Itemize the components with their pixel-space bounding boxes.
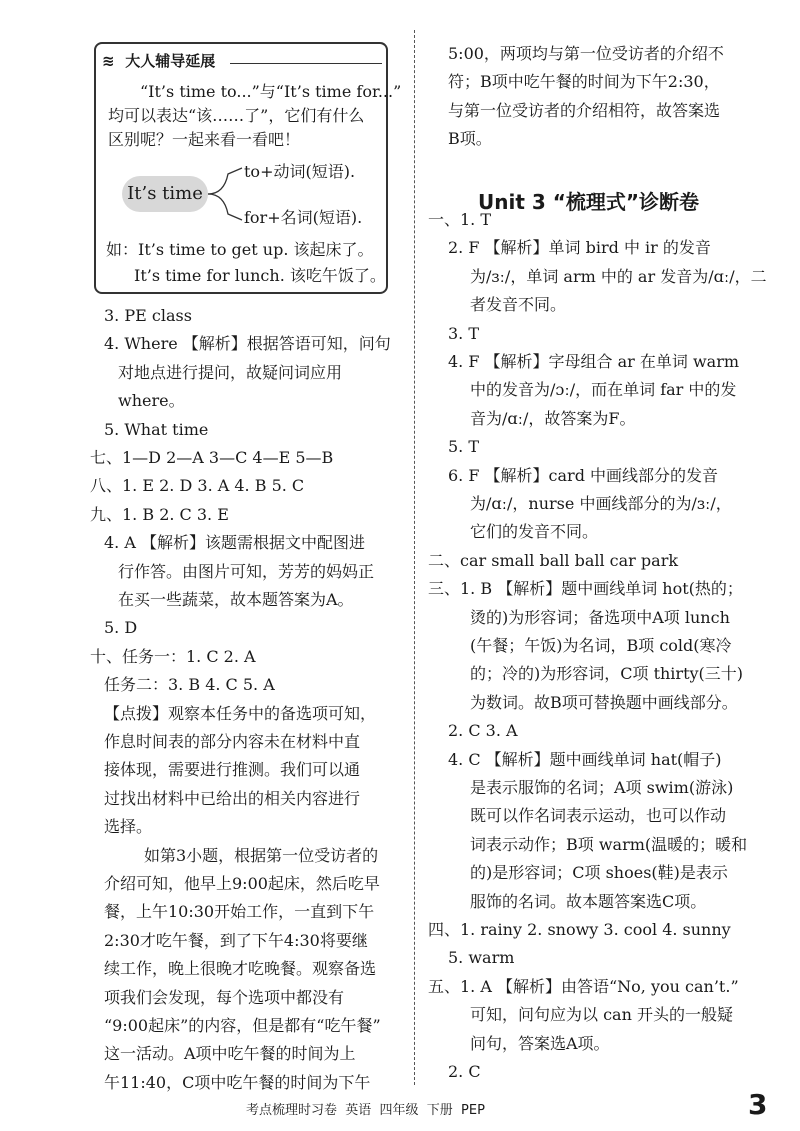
left-lines-line: 在买一些蔬菜，故本题答案为A。 [118, 590, 354, 609]
tutor-intro-2: 均可以表达“该……了”，它们有什么 [108, 106, 365, 125]
right-lines-line: 6. F 【解析】card 中画线部分的发音 [448, 465, 719, 485]
left-lines-line: 八、1. E 2. D 3. A 4. B 5. C [90, 476, 305, 496]
left-lines-line: 3. PE class [104, 306, 192, 325]
right-lines-line: 的)是形容词；C项 shoes(鞋)是表示 [470, 863, 728, 883]
right-lines-line: 的；冷的)为形容词，C项 thirty(三十) [470, 664, 744, 684]
right-lines-line: 2. F 【解析】单词 bird 中 ir 的发音 [448, 238, 711, 258]
right-lines-line: 2. C [448, 1062, 481, 1081]
right-lines-line: 四、1. rainy 2. snowy 3. cool 4. sunny [428, 920, 731, 939]
right-top-line: B项。 [448, 129, 492, 149]
left-lines-line: 餐，上午10:30开始工作，一直到下午 [104, 902, 375, 922]
example-2: It’s time for lunch. 该吃午饭了。 [134, 266, 386, 285]
left-lines-line: 如第3小题，根据第一位受访者的 [144, 845, 379, 865]
left-lines-line: 续工作，晚上很晚才吃晚餐。观察备选 [104, 959, 377, 979]
right-lines-line: 二、car small ball ball car park [428, 550, 679, 570]
tutor-intro-1: “It’s time to...”与“It’s time for...” [140, 82, 402, 101]
right-lines-line: 2. C 3. A [448, 721, 518, 741]
left-lines-line: 项我们会发现，每个选项中都没有 [104, 987, 345, 1007]
right-lines-line: 词表示动作；B项 warm(温暖的；暖和 [470, 834, 748, 854]
right-lines-line: 问句，答案选A项。 [470, 1033, 610, 1053]
left-lines-line: 5. What time [104, 419, 209, 439]
left-lines-line: 九、1. B 2. C 3. E [90, 504, 229, 524]
left-lines-line: 【点拨】观察本任务中的备选项可知， [104, 703, 377, 723]
menu-lines-icon: ≋ [102, 52, 115, 70]
branch-to: to+动词(短语). [244, 162, 356, 181]
right-top-line: 与第一位受访者的介绍相符，故答案选 [448, 100, 721, 120]
page-number: 3 [748, 1088, 768, 1121]
tutor-intro-3: 区别呢？一起来看一看吧！ [108, 130, 301, 149]
right-lines-line: 五、1. A 【解析】由答语“No, you can’t.” [428, 976, 739, 996]
branch-brace [206, 166, 246, 222]
right-lines-line: 3. T [448, 323, 480, 343]
unit-title: Unit 3 “梳理式”诊断卷 [478, 190, 700, 214]
right-lines-line: 5. T [448, 437, 480, 457]
right-lines-line: 音为/ɑː/，故答案为F。 [470, 408, 636, 428]
right-lines-line: 可知，问句应为以 can 开头的一般疑 [470, 1005, 733, 1025]
branch-for: for+名词(短语). [244, 208, 363, 227]
right-lines-line: 一、1. T [428, 210, 492, 229]
right-lines-line: 4. F 【解析】字母组合 ar 在单词 warm [448, 352, 740, 371]
right-lines-line: 它们的发音不同。 [470, 522, 599, 542]
left-lines-line: 七、1—D 2—A 3—C 4—E 5—B [90, 448, 334, 467]
right-lines-line: 三、1. B 【解析】题中画线单词 hot(热的； [428, 579, 743, 599]
left-lines-line: 对地点进行提问，故疑问词应用 [118, 362, 343, 382]
right-lines-line: (午餐；午饭)为名词，B项 cold(寒冷 [470, 636, 732, 655]
tutor-box-title: ≋ 大人辅导延展 [102, 52, 216, 70]
left-lines-line: 4. A 【解析】该题需根据文中配图进 [104, 533, 365, 553]
right-top-line: 5:00，两项均与第一位受访者的介绍不 [448, 44, 724, 63]
right-lines-line: 服饰的名词。故本题答案选C项。 [470, 891, 707, 911]
column-divider [414, 30, 415, 1085]
left-lines-line: 午11:40，C项中吃午餐的时间为下午 [104, 1072, 371, 1092]
left-lines-line: 过找出材料中已给出的相关内容进行 [104, 788, 361, 808]
example-1: 如：It’s time to get up. 该起床了。 [106, 240, 374, 259]
right-lines-line: 烫的)为形容词；备选项中A项 lunch [470, 607, 730, 627]
left-lines-line: 十、任务一：1. C 2. A [90, 646, 256, 666]
left-lines-line: 任务二：3. B 4. C 5. A [104, 675, 275, 695]
left-lines-line: where。 [118, 391, 185, 411]
left-lines-line: 选择。 [104, 817, 153, 837]
page-footer: 考点梳理时习卷 英语 四年级 下册 PEP [246, 1103, 485, 1118]
left-lines-line: “9:00起床”的内容，但是都有“吃午餐” [104, 1016, 381, 1035]
right-lines-line: 为/ɑː/，nurse 中画线部分的为/ɜː/， [470, 494, 732, 513]
left-lines-line: 作息时间表的部分内容未在材料中直 [104, 732, 361, 751]
its-time-pill: It’s time [122, 176, 208, 212]
right-lines-line: 既可以作名词表示运动，也可以作动 [470, 806, 727, 826]
right-lines-line: 中的发音为/ɔː/，而在单词 far 中的发 [470, 380, 737, 400]
tutor-box-rule [230, 63, 382, 64]
right-top-line: 符；B项中吃午餐的时间为下午2:30， [448, 72, 720, 92]
left-lines-line: 4. Where 【解析】根据答语可知，问句 [104, 334, 391, 354]
left-lines-line: 2:30才吃午餐，到了下午4:30将要继 [104, 930, 368, 950]
right-lines-line: 4. C 【解析】题中画线单词 hat(帽子) [448, 749, 722, 769]
left-lines-line: 5. D [104, 618, 138, 638]
right-lines-line: 是表示服饰的名词；A项 swim(游泳) [470, 778, 734, 797]
left-lines-line: 介绍可知，他早上9:00起床，然后吃早 [104, 874, 380, 893]
right-lines-line: 为/ɜː/，单词 arm 中的 ar 发音为/ɑː/，二 [470, 266, 767, 286]
left-lines-line: 这一活动。A项中吃午餐的时间为上 [104, 1044, 356, 1064]
right-lines-line: 者发音不同。 [470, 295, 567, 315]
left-lines-line: 行作答。由图片可知，芳芳的妈妈正 [118, 561, 375, 581]
left-lines-line: 接体现，需要进行推测。我们可以通 [104, 760, 361, 780]
right-lines-line: 为数词。故B项可替换题中画线部分。 [470, 692, 738, 712]
right-lines-line: 5. warm [448, 948, 515, 968]
